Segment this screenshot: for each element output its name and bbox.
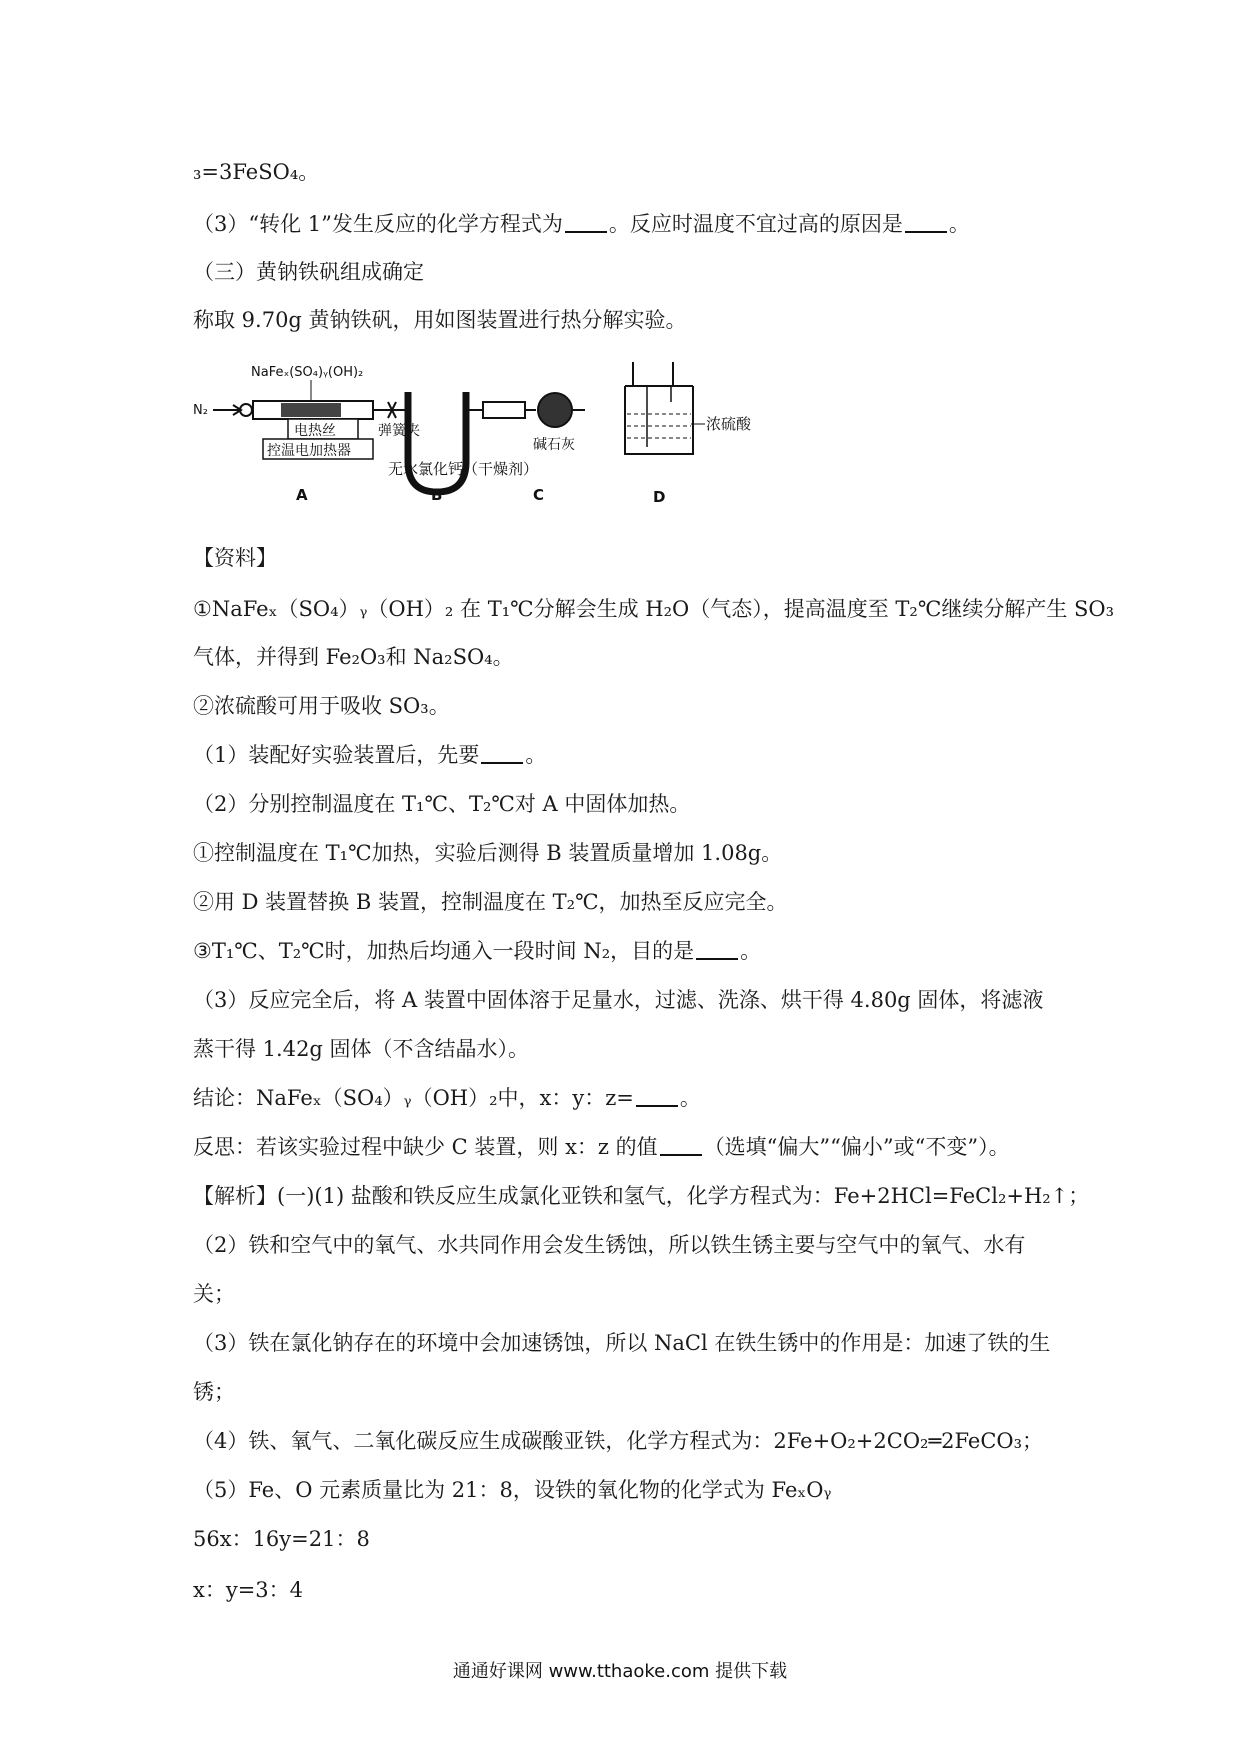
text: 。	[525, 743, 547, 767]
text-line	[193, 643, 1063, 671]
text: 。	[948, 212, 970, 236]
text: 锈；	[193, 1380, 235, 1404]
label-c: C	[533, 486, 545, 504]
text: （2）铁和空气中的氧气、水共同作用会发生锈蚀，所以铁生锈主要与空气中的氧气、水有	[193, 1233, 1026, 1257]
section-heading	[193, 258, 1063, 286]
label-d: D	[653, 488, 666, 506]
equation-line	[193, 1525, 1063, 1553]
text: ①控制温度在 T₁℃加热，实验后测得 B 装置质量增加 1.08g。	[193, 841, 783, 865]
reflection-line	[193, 1133, 1063, 1161]
text: 反思：若该实验过程中缺少 C 装置，则 x：z 的值	[193, 1135, 658, 1159]
cacl2-label: 无水氯化钙（干燥剂）	[388, 460, 539, 478]
heater-label: 控温电加热器	[267, 443, 351, 459]
analysis-line	[193, 1329, 1063, 1357]
text: ₃=3FeSO₄。	[193, 160, 320, 184]
question-1	[193, 741, 1063, 769]
answer-blank	[905, 211, 947, 233]
equation-line	[193, 1576, 1063, 1604]
text-line	[193, 158, 1063, 186]
label-a: A	[296, 486, 308, 504]
inlet-tube	[633, 362, 673, 386]
text: 气体，并得到 Fe₂O₃和 Na₂SO₄。	[193, 645, 514, 669]
text-line	[193, 937, 1063, 965]
question-3	[193, 210, 1063, 238]
gas-bottle	[625, 386, 693, 454]
text: ②用 D 装置替换 B 装置，控制温度在 T₂℃，加热至反应完全。	[193, 890, 788, 914]
text: x：y=3：4	[193, 1578, 304, 1602]
text-line	[193, 839, 1063, 867]
clamp-label: 弹簧夹	[378, 423, 420, 439]
text: （4）铁、氧气、二氧化碳反应生成碳酸亚铁，化学方程式为：2Fe+O₂+2CO₂═2FeCO₃；	[193, 1429, 1044, 1453]
text: 【解析】(一)(1) 盐酸和铁反应生成氯化亚铁和氢气，化学方程式为：Fe+2HCl=FeCl₂+H₂↑；	[193, 1184, 1090, 1208]
answer-blank	[565, 211, 607, 233]
soda-lime-label: 碱石灰	[533, 437, 575, 453]
text: 关；	[193, 1282, 235, 1306]
text-line	[193, 306, 1063, 334]
sample	[281, 403, 341, 417]
text: ③T₁℃、T₂℃时，加热后均通入一段时间 N₂，目的是	[193, 939, 695, 963]
text: （三）黄钠铁矾组成确定	[193, 260, 424, 284]
n2-label: N₂	[193, 403, 208, 418]
question-3	[193, 986, 1063, 1014]
text: 。	[740, 939, 762, 963]
text: 结论：NaFeₓ（SO₄）ᵧ（OH）₂中，x：y：z=	[193, 1086, 634, 1110]
h2so4-label: 浓硫酸	[706, 415, 752, 433]
text: （2）分别控制温度在 T₁℃、T₂℃对 A 中固体加热。	[193, 792, 691, 816]
text: 称取 9.70g 黄钠铁矾，用如图装置进行热分解实验。	[193, 308, 687, 332]
text-line	[193, 888, 1063, 916]
answer-blank	[636, 1085, 678, 1107]
text: ①NaFeₓ（SO₄）ᵧ（OH）₂ 在 T₁℃分解会生成 H₂O（气态），提高温度至 T₂℃继续分解产生 SO₃	[193, 597, 1115, 621]
analysis-line	[193, 1280, 1063, 1308]
text-line	[193, 692, 1063, 720]
answer-blank	[660, 1134, 702, 1156]
label-b: B	[431, 486, 443, 504]
analysis-line	[193, 1476, 1063, 1504]
drying-tube	[483, 402, 525, 418]
text: （选填“偏大”“偏小”或“不变”）。	[703, 1135, 1010, 1159]
soda-lime-bulb	[538, 393, 572, 427]
text: 56x：16y=21：8	[193, 1527, 370, 1551]
text: （5）Fe、O 元素质量比为 21：8，设铁的氧化物的化学式为 FeₓOᵧ	[193, 1478, 832, 1502]
apparatus-figure	[193, 352, 843, 512]
answer-blank	[696, 938, 738, 960]
analysis-line	[193, 1231, 1063, 1259]
text-line	[193, 1035, 1063, 1063]
apparatus-drawing	[193, 352, 843, 512]
analysis-line	[193, 1378, 1063, 1406]
answer-blank	[481, 742, 523, 764]
text: 【资料】	[193, 546, 277, 570]
compound-label: NaFeₓ(SO₄)ᵧ(OH)₂	[251, 365, 364, 380]
text: （1）装配好实验装置后，先要	[193, 743, 480, 767]
text: ②浓硫酸可用于吸收 SO₃。	[193, 694, 450, 718]
question-2	[193, 790, 1063, 818]
text: （3）铁在氯化钠存在的环境中会加速锈蚀，所以 NaCl 在铁生锈中的作用是：加速了铁的生	[193, 1331, 1051, 1355]
analysis-line	[193, 1427, 1063, 1455]
section-heading	[193, 544, 1063, 572]
page-footer: 通通好课网 www.tthaoke.com 提供下载	[452, 1661, 788, 1682]
text: 。	[679, 1086, 701, 1110]
text: （3）“转化 1”发生反应的化学方程式为	[193, 212, 563, 236]
analysis-line	[193, 1182, 1090, 1210]
text: （3）反应完全后，将 A 装置中固体溶于足量水，过滤、洗涤、烘干得 4.80g 固体，将滤液	[193, 988, 1044, 1012]
text-line	[193, 595, 1115, 623]
text: 蒸干得 1.42g 固体（不含结晶水）。	[193, 1037, 530, 1061]
conclusion-line	[193, 1084, 1063, 1112]
heater-wire-label: 电热丝	[294, 423, 336, 439]
text: 。反应时温度不宜过高的原因是	[608, 212, 903, 236]
